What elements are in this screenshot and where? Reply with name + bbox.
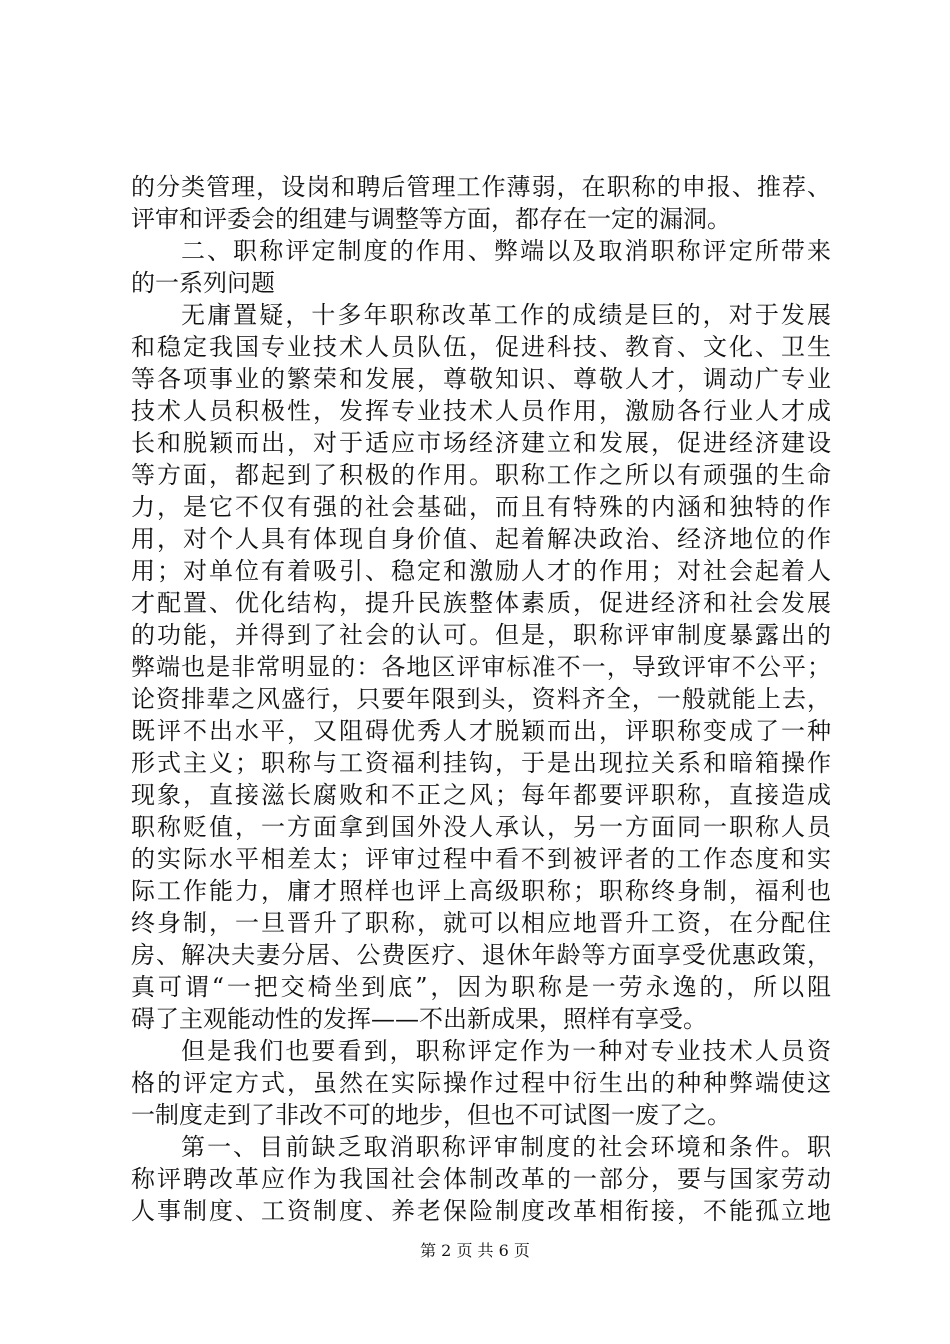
page-footer: 第 2 页 共 6 页 [420,1241,530,1260]
text-line: 现象，直接滋长腐败和不正之风；每年都要评职称，直接造成 [131,781,831,809]
text-line: 际工作能力，庸才照样也评上高级职称；职称终身制，福利也 [131,877,831,905]
text-line: 第一、目前缺乏取消职称评审制度的社会环境和条件。职 [181,1133,831,1161]
text-line: 等各项事业的繁荣和发展，尊敬知识、尊敬人才，调动广专业 [131,365,831,393]
text-line: 等方面，都起到了积极的作用。职称工作之所以有顽强的生命 [131,461,831,489]
text-line: 弊端也是非常明显的：各地区评审标准不一，导致评审不公平； [131,653,831,681]
text-line: 职称贬值，一方面拿到国外没人承认，另一方面同一职称人员 [131,813,831,841]
text-line: 无庸置疑，十多年职称改革工作的成绩是巨的，对于发展 [181,301,831,329]
text-line: 用；对单位有着吸引、稳定和激励人才的作用；对社会起着人 [131,557,831,585]
text-line: 房、解决夫妻分居、公费医疗、退休年龄等方面享受优惠政策， [131,941,831,969]
text-line: 的功能，并得到了社会的认可。但是，职称评审制度暴露出的 [131,621,831,649]
text-line: 一制度走到了非改不可的地步，但也不可试图一废了之。 [131,1101,731,1129]
text-line: 称评聘改革应作为我国社会体制改革的一部分，要与国家劳动 [131,1165,831,1193]
text-line: 人事制度、工资制度、养老保险制度改革相衔接，不能孤立地 [131,1197,831,1225]
text-line: 既评不出水平，又阻碍优秀人才脱颖而出，评职称变成了一种 [131,717,831,745]
text-line: 和稳定我国专业技术人员队伍，促进科技、教育、文化、卫生 [131,333,831,361]
text-line: 用，对个人具有体现自身价值、起着解决政治、经济地位的作 [131,525,831,553]
text-line: 的分类管理，设岗和聘后管理工作薄弱，在职称的申报、推荐、 [131,173,831,201]
text-line: 技术人员积极性，发挥专业技术人员作用，激励各行业人才成 [131,397,831,425]
text-line: 的一系列问题 [131,269,275,297]
text-line: 的实际水平相差太；评审过程中看不到被评者的工作态度和实 [131,845,831,873]
text-line: 终身制，一旦晋升了职称，就可以相应地晋升工资，在分配住 [131,909,831,937]
text-line: 格的评定方式，虽然在实际操作过程中衍生出的种种弊端使这 [131,1069,831,1097]
text-line: 真可谓“一把交椅坐到底”，因为职称是一劳永逸的，所以阻 [131,973,831,1001]
text-line: 才配置、优化结构，提升民族整体素质，促进经济和社会发展 [131,589,831,617]
text-line: 力，是它不仅有强的社会基础，而且有特殊的内涵和独特的作 [131,493,831,521]
text-line: 二、职称评定制度的作用、弊端以及取消职称评定所带来 [181,237,831,265]
text-line: 形式主义；职称与工资福利挂钩，于是出现拉关系和暗箱操作 [131,749,831,777]
text-line: 长和脱颖而出，对于适应市场经济建立和发展，促进经济建设 [131,429,831,457]
text-line: 评审和评委会的组建与调整等方面，都存在一定的漏洞。 [131,205,731,233]
text-line: 碍了主观能动性的发挥——不出新成果，照样有享受。 [131,1005,707,1033]
document-body [131,171,831,1227]
text-line: 但是我们也要看到，职称评定作为一种对专业技术人员资 [181,1037,831,1065]
text-line: 论资排辈之风盛行，只要年限到头，资料齐全，一般就能上去， [131,685,831,713]
